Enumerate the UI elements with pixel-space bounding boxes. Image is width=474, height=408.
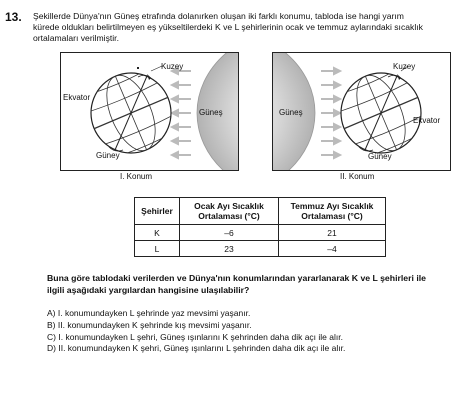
prompt-line: ilgili aşağıdaki yargılardan hangisine ulaşılabilir? [47, 284, 250, 295]
table-header-row [135, 198, 386, 225]
stem-line: kürede oldukları belirtilmeyen eş yükseltilerdeki K ve L şehirlerinin ocak ve temmuz aylarındaki sıcaklık [33, 22, 423, 33]
january-cell: –6 [180, 225, 279, 241]
position-1-figure [60, 52, 239, 171]
header-cities: Şehirler [135, 198, 180, 225]
north-label: Kuzey [393, 62, 416, 71]
option-a[interactable] [47, 308, 345, 320]
south-label: Güney [368, 152, 392, 161]
answer-options [47, 308, 345, 355]
city-cell: K [135, 225, 180, 241]
option-text: I. konumundayken L şehri, Güneş ışınlarını K şehrinden daha dik açı ile alır. [58, 331, 343, 342]
stem-line: Şekillerde Dünya'nın Güneş etrafında dolanırken oluşan iki farklı konumu, tabloda ise hangi yarım [33, 11, 404, 21]
temperature-table [134, 197, 386, 257]
january-cell: 23 [180, 241, 279, 257]
question-number: 13. [5, 10, 22, 24]
position-2-figure [272, 52, 451, 171]
july-cell: 21 [279, 225, 386, 241]
option-d[interactable] [47, 343, 345, 355]
option-letter: A) [47, 308, 56, 318]
option-letter: B) [47, 319, 56, 330]
position-1-caption: I. Konum [120, 172, 153, 181]
equator-label: Ekvator [413, 116, 441, 125]
header-july: Temmuz Ayı Sıcaklık Ortalaması (°C) [279, 198, 386, 225]
city-cell: L [135, 241, 180, 257]
question-stem [33, 11, 465, 45]
option-text: II. konumundayken K şehri, Güneş ışınlarını L şehrinden daha dik açı ile alır. [58, 343, 346, 354]
prompt-line: Buna göre tablodaki verilerden ve Dünya'nın konumlarından yararlanarak K ve L şehirleri ile [47, 273, 426, 283]
sunray-arrows [172, 68, 191, 158]
equator-label: Ekvator [63, 93, 91, 102]
position-2-caption: II. Konum [340, 172, 375, 181]
july-cell: –4 [279, 241, 386, 257]
option-b[interactable] [47, 320, 345, 332]
sun-label: Güneş [199, 108, 223, 117]
north-label: Kuzey [161, 62, 184, 71]
option-c[interactable] [47, 332, 345, 344]
option-letter: D) [47, 343, 56, 354]
south-label: Güney [96, 151, 120, 160]
question-prompt [47, 273, 426, 296]
header-january: Ocak Ayı Sıcaklık Ortalaması (°C) [180, 198, 279, 225]
table-row [135, 225, 386, 241]
table-row [135, 241, 386, 257]
option-text: I. konumundayken L şehrinde yaz mevsimi yaşanır. [57, 308, 251, 318]
sun-label: Güneş [279, 108, 303, 117]
stem-line: ortalamaları verilmiştir. [33, 33, 119, 44]
sunray-arrows [321, 68, 340, 158]
option-text: II. konumundayken K şehrinde kış mevsimi yaşanır. [57, 319, 252, 330]
option-letter: C) [47, 331, 56, 342]
